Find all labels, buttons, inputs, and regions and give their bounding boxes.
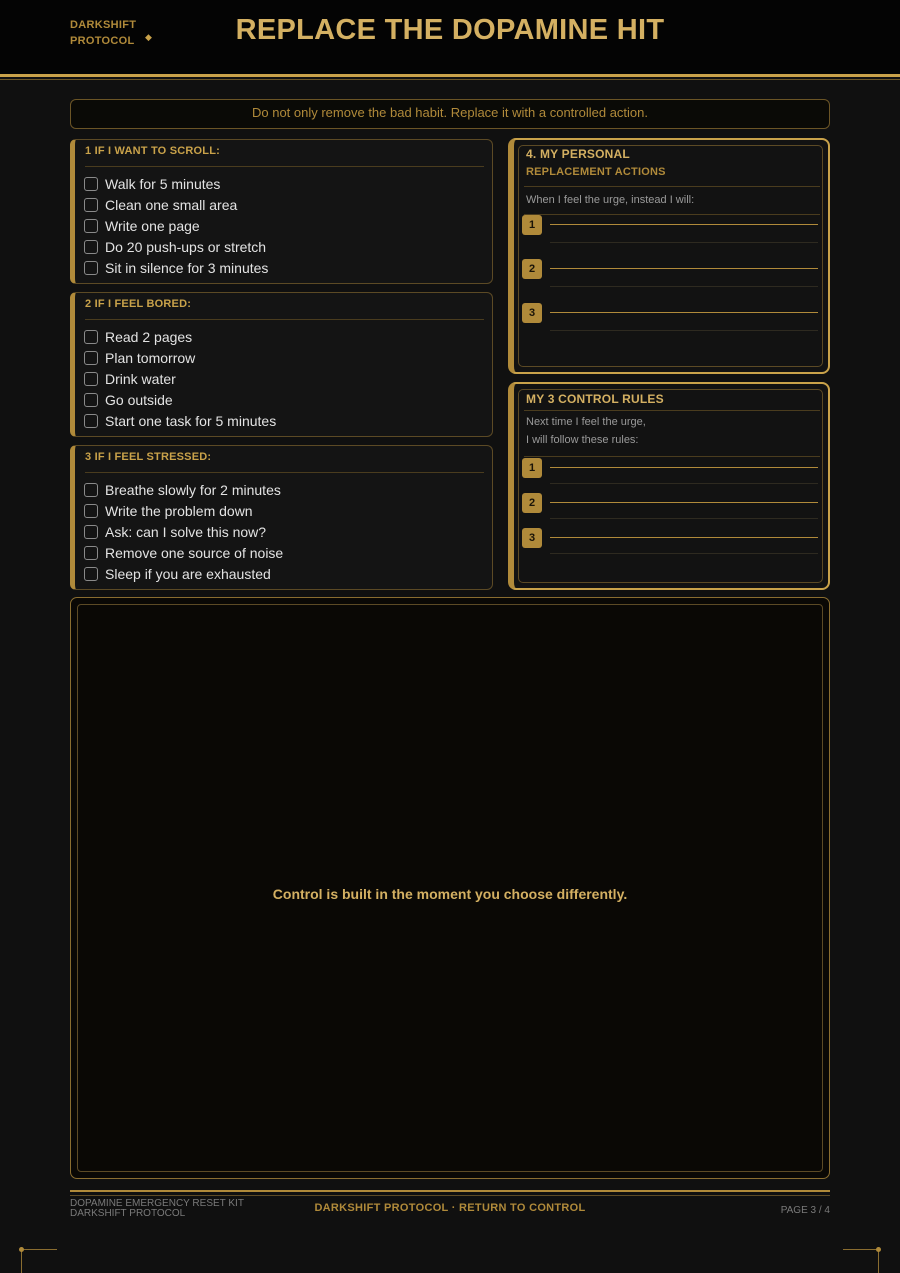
replacement-actions-panel (508, 138, 830, 374)
guide-line (550, 242, 818, 243)
checkbox[interactable] (84, 483, 98, 497)
checklist-item (84, 500, 283, 521)
corner-dot-icon (876, 1247, 881, 1252)
intro-banner: Do not only remove the bad habit. Replace it with a controlled action. (70, 99, 830, 129)
guide-line (550, 483, 818, 484)
checklist-item (84, 258, 268, 279)
checkbox[interactable] (84, 330, 98, 344)
checklist-item-label: Sit in silence for 3 minutes (105, 260, 269, 277)
section-divider (85, 319, 484, 320)
section-bored (70, 292, 493, 437)
checkbox[interactable] (84, 504, 98, 518)
write-line[interactable] (550, 268, 818, 269)
section-title: 3 IF I FEEL STRESSED: (85, 451, 212, 463)
checklist-item-label: Write one page (105, 217, 200, 234)
write-line[interactable] (550, 224, 818, 225)
checklist-item (84, 237, 268, 258)
checkbox[interactable] (84, 198, 98, 212)
footer-left-line2: DARKSHIFT PROTOCOL (70, 1208, 186, 1219)
checkbox[interactable] (84, 351, 98, 365)
number-badge: 2 (522, 493, 542, 513)
brand-line1: DARKSHIFT (70, 19, 137, 31)
section-title: 1 IF I WANT TO SCROLL: (85, 145, 220, 157)
checkbox[interactable] (84, 219, 98, 233)
checkbox[interactable] (84, 414, 98, 428)
number-badge: 3 (522, 303, 542, 323)
corner-dot-icon (19, 1247, 24, 1252)
checklist-item (84, 347, 276, 368)
checklist-item (84, 390, 276, 411)
footer-tagline: DARKSHIFT PROTOCOL · RETURN TO CONTROL (314, 1202, 586, 1214)
checklist-item (84, 173, 268, 194)
checklist-item-label: Write the problem down (105, 502, 253, 519)
checklist-item (84, 521, 283, 542)
checklist-item-label: Walk for 5 minutes (105, 175, 221, 192)
write-line[interactable] (550, 312, 818, 313)
checklist (84, 173, 268, 279)
checkbox[interactable] (84, 372, 98, 386)
checkbox[interactable] (84, 393, 98, 407)
number-badge: 3 (522, 528, 542, 548)
quote-box (70, 597, 830, 1179)
panel-title: 4. MY PERSONAL (526, 147, 630, 161)
checklist-item-label: Do 20 push-ups or stretch (105, 239, 267, 256)
checklist-item (84, 479, 283, 500)
guide-line (550, 286, 818, 287)
corner-ornament-left (21, 1249, 57, 1273)
brand-line2: PROTOCOL (70, 35, 135, 47)
number-badge: 1 (522, 458, 542, 478)
checklist-item-label: Plan tomorrow (105, 349, 196, 366)
checklist-item (84, 194, 268, 215)
panel-inner-frame (518, 145, 823, 367)
checklist-item-label: Ask: can I solve this now? (105, 523, 267, 540)
guide-line (550, 330, 818, 331)
checklist-item (84, 564, 283, 585)
guide-line (550, 553, 818, 554)
page-number: PAGE 3 / 4 (780, 1205, 830, 1216)
checklist-item-label: Sleep if you are exhausted (105, 566, 271, 583)
checklist-item-label: Read 2 pages (105, 328, 193, 345)
control-rules-panel (508, 382, 830, 590)
panel-divider (524, 214, 820, 215)
checkbox[interactable] (84, 177, 98, 191)
footer-divider-thin (70, 1195, 830, 1196)
checklist-item (84, 215, 268, 236)
corner-ornament-right (843, 1249, 879, 1273)
checklist-item (84, 543, 283, 564)
write-line[interactable] (550, 467, 818, 468)
checklist-item (84, 368, 276, 389)
section-divider (85, 472, 484, 473)
checklist-item-label: Drink water (105, 370, 176, 387)
checklist-item-label: Clean one small area (105, 196, 238, 213)
checklist (84, 326, 276, 432)
checklist (84, 479, 283, 585)
checklist-item-label: Go outside (105, 392, 173, 409)
panel-divider (524, 186, 820, 187)
checklist-item-label: Remove one source of noise (105, 545, 284, 562)
panel-prompt: When I feel the urge, instead I will: (526, 194, 695, 206)
quote-box-inner-frame (77, 604, 823, 1172)
checklist-item (84, 326, 276, 347)
panel-divider (524, 410, 820, 411)
panel-prompt-line1: Next time I feel the urge, (526, 416, 646, 428)
header-divider-thin (0, 79, 900, 80)
page-header (0, 0, 900, 74)
checklist-item (84, 411, 276, 432)
checkbox[interactable] (84, 240, 98, 254)
write-line[interactable] (550, 502, 818, 503)
checklist-item-label: Breathe slowly for 2 minutes (105, 481, 281, 498)
header-divider (0, 74, 900, 77)
number-badge: 2 (522, 259, 542, 279)
guide-line (550, 518, 818, 519)
checkbox[interactable] (84, 567, 98, 581)
footer-left-line1: DOPAMINE EMERGENCY RESET KIT (70, 1198, 244, 1209)
checkbox[interactable] (84, 525, 98, 539)
checklist-item-label: Start one task for 5 minutes (105, 413, 277, 430)
diamond-icon: ◆ (145, 32, 152, 42)
checkbox[interactable] (84, 261, 98, 275)
page-title: REPLACE THE DOPAMINE HIT (235, 14, 665, 46)
panel-subtitle: REPLACEMENT ACTIONS (526, 166, 666, 178)
section-scroll (70, 139, 493, 284)
section-title: 2 IF I FEEL BORED: (85, 298, 192, 310)
panel-prompt (526, 413, 646, 449)
write-line[interactable] (550, 537, 818, 538)
panel-title: MY 3 CONTROL RULES (526, 392, 664, 406)
closing-quote: Control is built in the moment you choose differently. (272, 886, 628, 902)
checkbox[interactable] (84, 546, 98, 560)
number-badge: 1 (522, 215, 542, 235)
panel-divider (524, 456, 820, 457)
section-stressed (70, 445, 493, 590)
footer-divider (70, 1190, 830, 1192)
panel-prompt-line2: I will follow these rules: (526, 434, 639, 446)
section-divider (85, 166, 484, 167)
